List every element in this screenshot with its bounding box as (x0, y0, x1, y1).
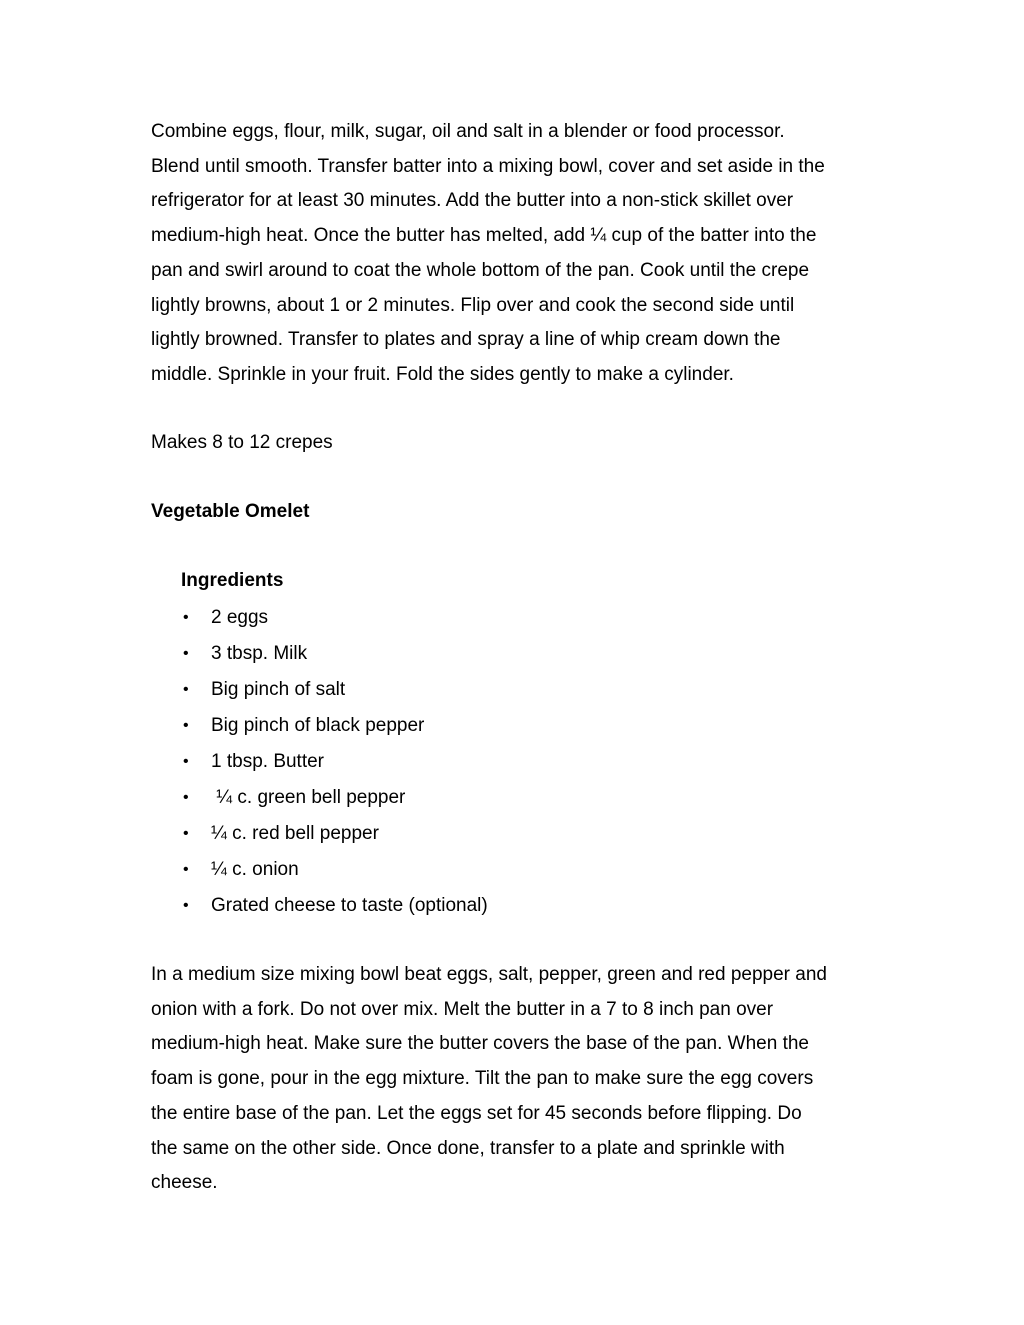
paragraph-line: middle. Sprinkle in your fruit. Fold the sides gently to make a cylinder. (151, 363, 734, 385)
paragraph-line: Blend until smooth. Transfer batter into a mixing bowl, cover and set aside in the (151, 155, 825, 177)
ingredient-text: 2 eggs (211, 607, 269, 628)
paragraph-line: lightly browned. Transfer to plates and spray a line of whip cream down the (151, 329, 781, 351)
list-item (181, 636, 488, 672)
paragraph-line: foam is gone, pour in the egg mixture. Tilt the pan to make sure the egg covers (151, 1068, 814, 1090)
paragraph-line: onion with a fork. Do not over mix. Melt the butter in a 7 to 8 inch pan over (151, 998, 774, 1020)
ingredient-text: ¼ c. onion (211, 859, 299, 880)
list-item (181, 780, 488, 816)
bullet-icon: • (183, 789, 189, 806)
list-item (181, 708, 488, 744)
list-item (181, 816, 488, 852)
paragraph-line: pan and swirl around to coat the whole bottom of the pan. Cook until the crepe (151, 259, 810, 281)
paragraph-line: medium-high heat. Make sure the butter covers the base of the pan. When the (151, 1033, 809, 1055)
ingredient-text: Big pinch of black pepper (211, 715, 425, 736)
recipe-title: Vegetable Omelet (151, 501, 310, 522)
ingredients-list (181, 600, 488, 924)
ingredient-text: 1 tbsp. Butter (211, 751, 325, 772)
paragraph-line: medium-high heat. Once the butter has melted, add ¼ cup of the batter into the (151, 225, 817, 247)
document-page (151, 115, 881, 1194)
bullet-icon: • (183, 681, 189, 698)
bullet-icon: • (183, 897, 189, 914)
paragraph-line: cheese. (151, 1172, 218, 1194)
list-item (181, 600, 488, 636)
bullet-icon: • (183, 753, 189, 770)
list-item (181, 744, 488, 780)
list-item (181, 672, 488, 708)
paragraph-line: In a medium size mixing bowl beat eggs, salt, pepper, green and red pepper and (151, 964, 827, 985)
bullet-icon: • (183, 645, 189, 662)
ingredients-heading: Ingredients (181, 570, 284, 591)
list-item (181, 888, 488, 924)
bullet-icon: • (183, 609, 189, 626)
paragraph-line: the same on the other side. Once done, transfer to a plate and sprinkle with (151, 1137, 785, 1159)
ingredient-text: ¼ c. red bell pepper (211, 823, 379, 844)
bullet-icon: • (183, 861, 189, 878)
list-item (181, 852, 488, 888)
ingredient-text: 3 tbsp. Milk (211, 643, 308, 664)
bullet-icon: • (183, 717, 189, 734)
ingredient-text: Grated cheese to taste (optional) (211, 895, 488, 916)
bullet-icon: • (183, 825, 189, 842)
ingredient-text: Big pinch of salt (211, 679, 346, 700)
omelet-instructions-paragraph (151, 958, 827, 1201)
paragraph-line: refrigerator for at least 30 minutes. Add the butter into a non-stick skillet over (151, 190, 794, 212)
paragraph-line: lightly browns, about 1 or 2 minutes. Flip over and cook the second side until (151, 294, 795, 316)
paragraph-line: the entire base of the pan. Let the eggs set for 45 seconds before flipping. Do (151, 1102, 802, 1124)
paragraph-line: Combine eggs, flour, milk, sugar, oil and salt in a blender or food processor. (151, 121, 785, 142)
ingredient-text: ¼ c. green bell pepper (211, 787, 406, 808)
crepe-yield: Makes 8 to 12 crepes (151, 432, 333, 453)
crepe-instructions-paragraph (151, 115, 881, 393)
